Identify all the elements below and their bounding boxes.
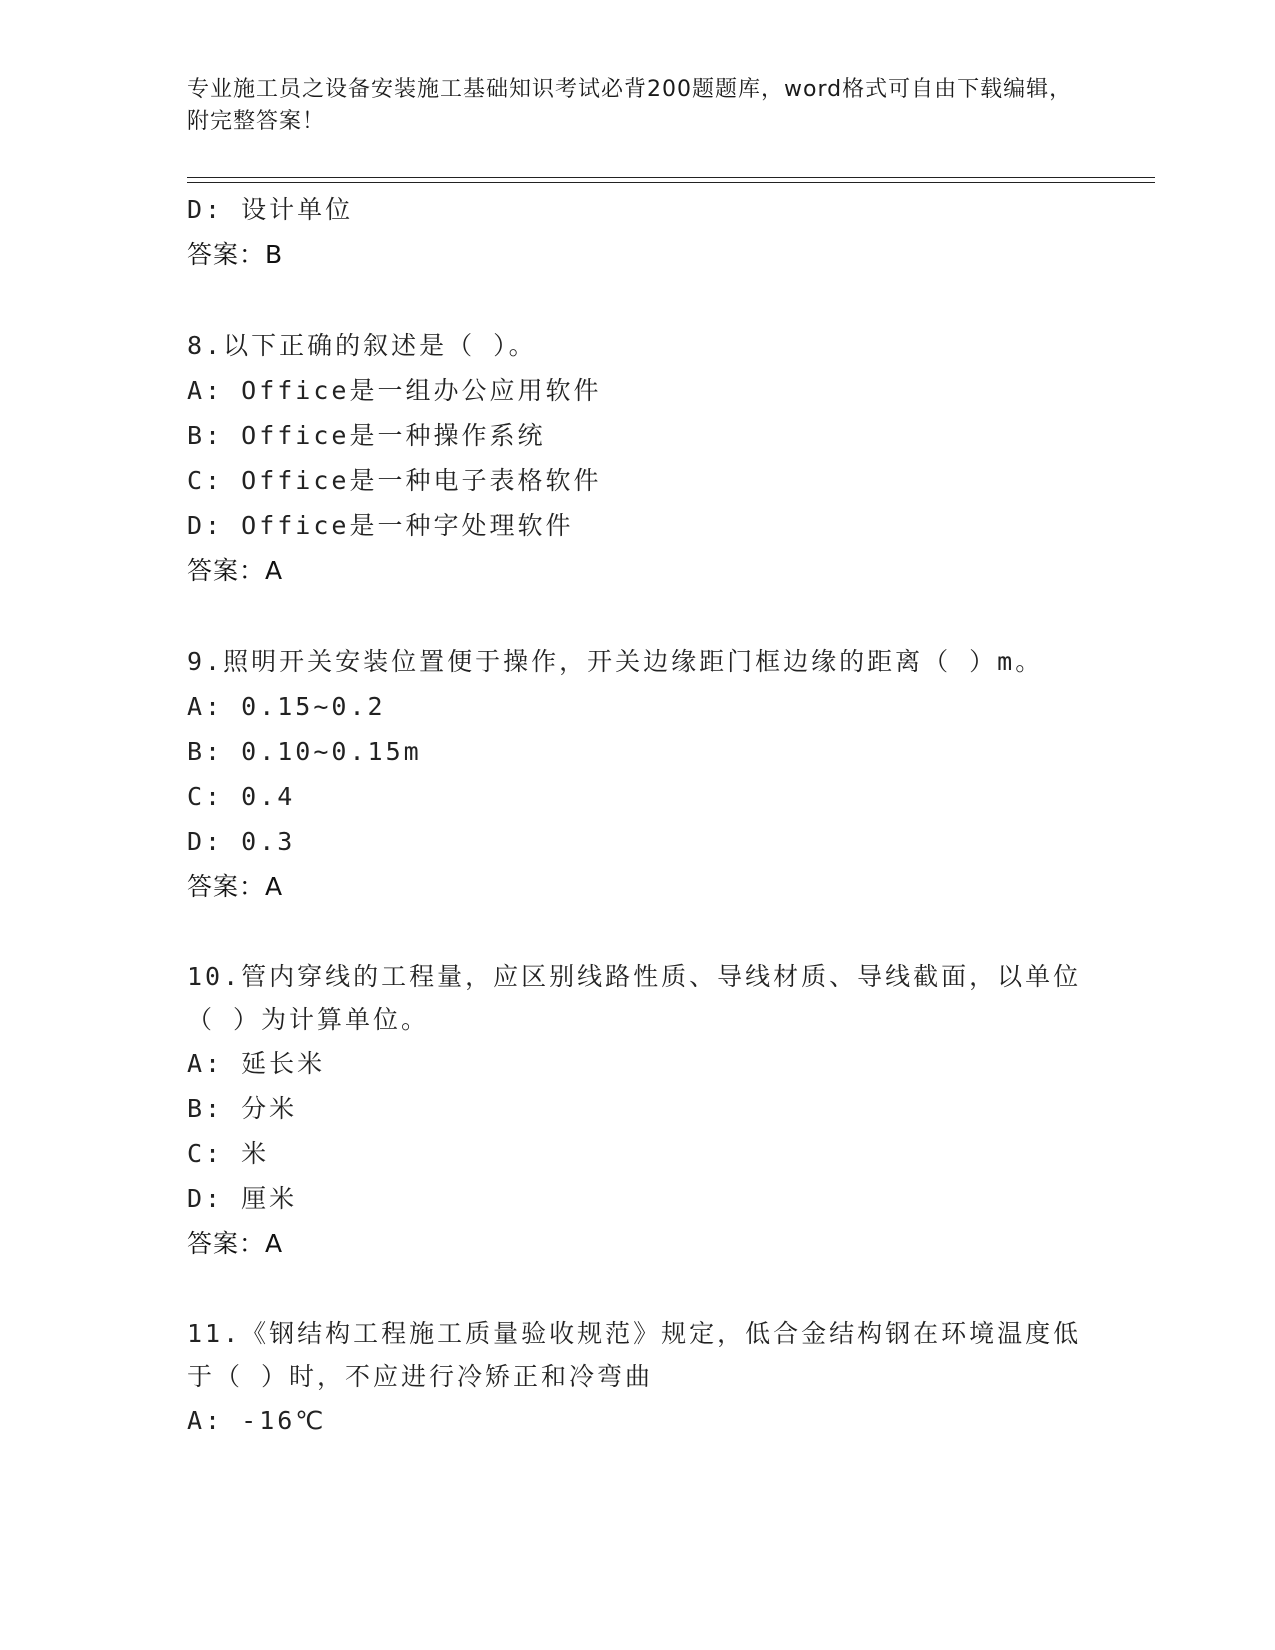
answer: 答案：A (187, 872, 284, 901)
question-9 (187, 639, 1087, 910)
option-c: C: 米 (187, 1139, 270, 1168)
question-stem: 9.照明开关安装位置便于操作，开关边缘距门框边缘的距离（ ）m。 (187, 647, 1044, 676)
question-11 (187, 1312, 1087, 1443)
spacer (187, 278, 1087, 323)
spacer (187, 910, 1087, 955)
previous-option-d: D: 设计单位 (187, 195, 354, 224)
option-d: D: 0.3 (187, 827, 296, 856)
option-a: A: 0.15~0.2 (187, 692, 386, 721)
option-b: B: 0.10~0.15m (187, 737, 422, 766)
document-header: 专业施工员之设备安装施工基础知识考试必背200题题库，word格式可自由下载编辑，附完整答案！ (187, 77, 1073, 134)
question-stem: 8.以下正确的叙述是（ ）。 (187, 331, 537, 360)
spacer (187, 1267, 1087, 1312)
header-divider-top (187, 177, 1155, 178)
question-stem: 11.《钢结构工程施工质量验收规范》规定，低合金结构钢在环境温度低于（ ）时，不应进行冷矫正和冷弯曲 (187, 1319, 1082, 1391)
question-list (187, 187, 1087, 1443)
option-a: A: -16℃ (187, 1406, 327, 1435)
header-divider-bottom (187, 182, 1155, 183)
option-d: D: 厘米 (187, 1184, 298, 1213)
spacer (187, 594, 1087, 639)
option-a: A: Office是一组办公应用软件 (187, 376, 602, 405)
option-c: C: 0.4 (187, 782, 296, 811)
option-b: B: Office是一种操作系统 (187, 421, 546, 450)
answer: 答案：A (187, 556, 284, 585)
option-b: B: 分米 (187, 1094, 298, 1123)
question-10 (187, 955, 1087, 1267)
option-a: A: 延长米 (187, 1049, 326, 1078)
answer: 答案：A (187, 1229, 284, 1258)
previous-answer: 答案：B (187, 240, 284, 269)
option-c: C: Office是一种电子表格软件 (187, 466, 602, 495)
option-d: D: Office是一种字处理软件 (187, 511, 574, 540)
question-8 (187, 323, 1087, 594)
question-stem: 10.管内穿线的工程量，应区别线路性质、导线材质、导线截面，以单位（ ）为计算单位。 (187, 962, 1082, 1034)
